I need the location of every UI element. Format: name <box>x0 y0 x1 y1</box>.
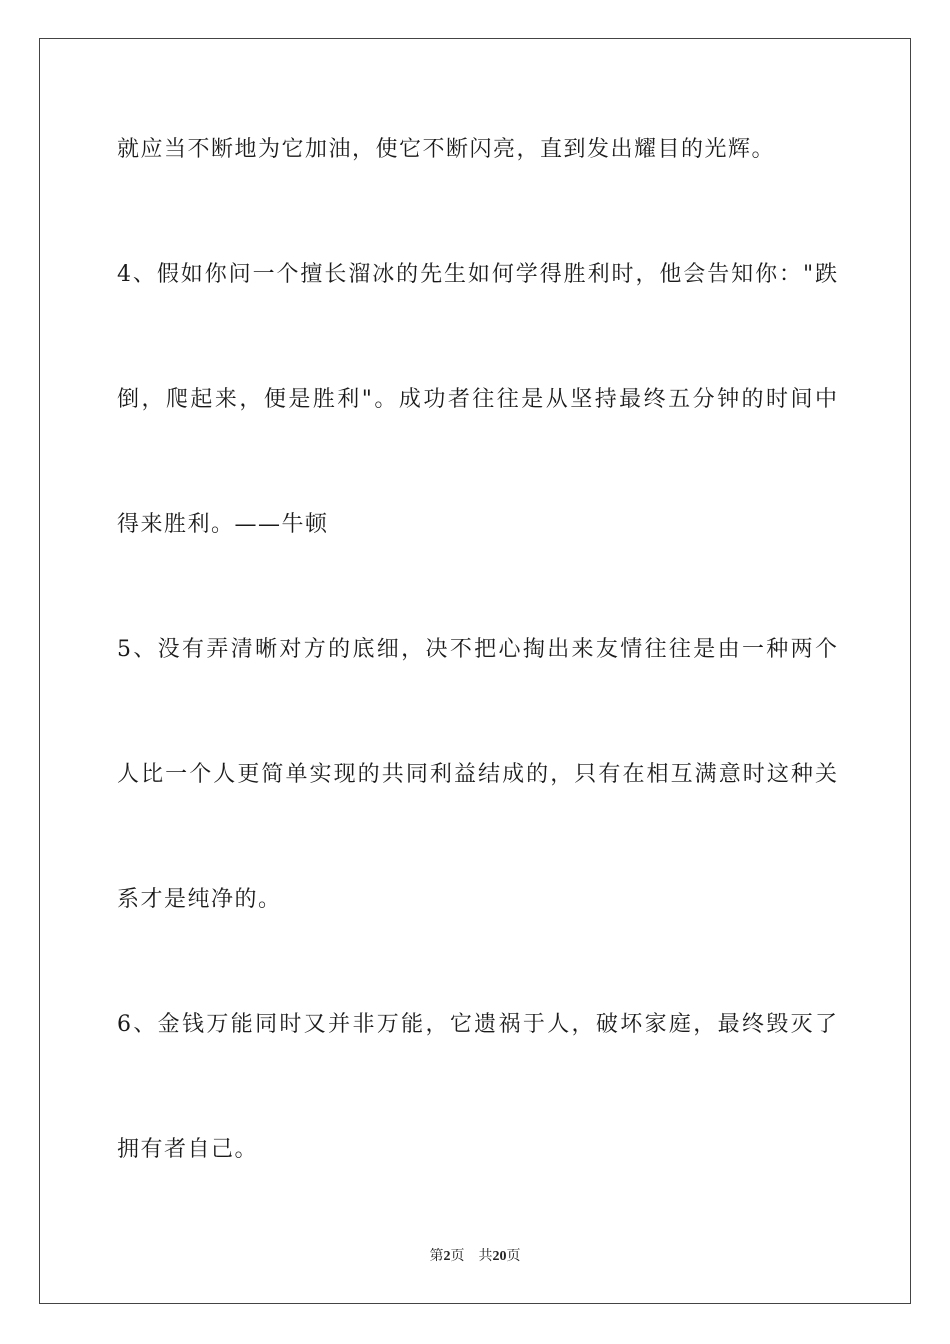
text-line-5: 5、没有弄清晰对方的底细，决不把心掏出来友情往往是由一种两个 <box>117 637 837 662</box>
total-suffix: 页 <box>506 1248 521 1264</box>
page-border <box>39 38 911 1304</box>
page-suffix: 页 <box>450 1248 465 1264</box>
text-line-2: 4、假如你问一个擅长溜冰的先生如何学得胜利时，他会告知你："跌 <box>117 262 837 287</box>
text-line-4: 得来胜利。——牛顿 <box>117 512 329 537</box>
total-prefix: 共 <box>478 1248 493 1264</box>
page-prefix: 第 <box>429 1248 444 1264</box>
page-number: 2 <box>443 1249 451 1264</box>
text-line-1: 就应当不断地为它加油，使它不断闪亮，直到发出耀目的光辉。 <box>117 137 776 162</box>
text-line-6: 人比一个人更简单实现的共同利益结成的，只有在相互满意时这种关 <box>117 762 837 787</box>
text-line-9: 拥有者自己。 <box>117 1137 259 1162</box>
total-pages: 20 <box>492 1249 507 1264</box>
text-line-7: 系才是纯净的。 <box>117 887 282 912</box>
text-line-8: 6、金钱万能同时又并非万能，它遗祸于人，破坏家庭，最终毁灭了 <box>117 1012 837 1037</box>
text-line-3: 倒，爬起来，便是胜利"。成功者往往是从坚持最终五分钟的时间中 <box>117 387 837 412</box>
page-footer <box>0 1247 950 1266</box>
